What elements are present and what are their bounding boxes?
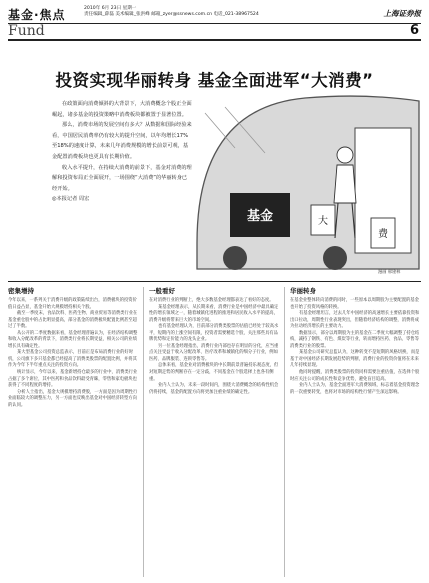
column-paragraph: 数据显示，部分以周期股为主的基金在二季度大幅调整了持仓结构，减持了钢铁、有色、煤炭等行业，转而增持医药、食品、零售等消费类行业的股票。 <box>290 330 420 349</box>
masthead-bar <box>8 6 421 24</box>
article-column-3 <box>290 287 421 577</box>
paper-name: 上海证券报 <box>383 9 421 18</box>
lead-text <box>52 99 192 205</box>
fund-bar <box>8 25 421 41</box>
fund-label: Fund <box>8 23 45 39</box>
bus-wheel-front <box>223 246 247 270</box>
column-paragraph: 从公开的二季度数据来看，基金经理普遍认为，在经济结构调整和收入分配改革的背景下，消费类行业将长期受益，相关公司的业绩增长具有确定性。 <box>8 330 138 349</box>
article-column-1 <box>8 287 139 577</box>
column-paragraph: 业内人士认为，未来一段时间内，围绕大消费概念的结构性机会仍将持续，基金的配置方向将更加注重业绩的确定性。 <box>149 383 279 395</box>
column-divider <box>284 287 285 577</box>
lead-author: ◎本报记者 周宏 <box>52 196 90 203</box>
column-paragraph: 某基金公司研究总监认为，这种转变不是短期的风格切换，而是基于对中国经济长期发展趋势的判断，消费行业的投资价值将在未来几年持续显现。 <box>290 350 420 369</box>
date-line: 2010年 6月 23日 星期一 <box>84 6 137 11</box>
column-divider <box>143 287 144 577</box>
masthead-info <box>84 6 274 17</box>
page-number: 6 <box>409 23 419 38</box>
column-paragraph: 统计显示，今年以来，基金新增持仓最多的行业中，消费类行业占据了多个席位，其中医药和食品饮料最受青睐，零售和家电板块也获得了不同程度的增持。 <box>8 370 138 389</box>
column-subheading: 华丽转身 <box>290 287 316 295</box>
lead-paragraph: 那么，消费市场的发展空间有多大？从数据和国际经验来看，中国居民消费率仍有较大的提升空间，以年均增长17%至18%的速度计算，未来几年消费规模的增长前景可观，基金配置消费板块也更具有长期价值。 <box>52 122 192 160</box>
column-paragraph: 业内人士认为，基金全面进军大消费领域，标志着基金投资理念的一次重要转变，也将对市场的结构性行情产生深远影响。 <box>290 383 420 395</box>
article-column-2 <box>149 287 280 577</box>
bag-sign-text: 费 <box>378 229 388 240</box>
lead-paragraph: 在政策面向消费倾斜的大背景下，大消费概念个股正全面崛起，诸多基金的投资策略中消费板块都被置于显著位置。 <box>52 101 192 118</box>
column-paragraph: 总体来看，基金业对消费板块的中长期前景普遍持乐观态度，但对短期走势的判断存在一定分歧，不同基金在个股选择上也各有侧重。 <box>149 363 279 382</box>
section-rule <box>8 281 421 282</box>
cartoon-illustration <box>195 93 421 271</box>
bus-sign-text: 基金 <box>246 209 274 224</box>
illustration-credit: 漫画 邢建林 <box>378 269 401 274</box>
editor-line: 责任编辑_薛磊 美术编辑_张洪峰 邮箱_zyer@ssnews.com.cn 电话_021-38967524 <box>84 11 259 17</box>
headline: 投资实现华丽转身 基金全面进军“大消费” <box>55 71 374 90</box>
page-header <box>0 0 429 42</box>
column-paragraph: 分析人士指出，基金大规模增持消费股，一方面是因为周期性行业面临较大的调整压力，另一方面也反映出基金对中国经济转型方向的认同。 <box>8 389 138 408</box>
column-subheading: 一般看好 <box>149 287 175 295</box>
column-paragraph: 某大型基金公司投资总监表示，目前正是布局消费行业的好时机，公司旗下多只基金都已经提高了消费类股票的配置比例，并将其作为今年下半年重点关注的投资方向。 <box>8 350 137 369</box>
column-intro: 在对消费行业的判断上，绝大多数基金经理都表达了看好的态度。 <box>149 298 274 303</box>
section-label: 基金·焦点 <box>8 8 66 22</box>
column-paragraph: 截至一季度末，食品饮料、医药生物、商业贸易等消费类行业在基金重仓股中的占比明显提高，部分基金的消费板块配置比例甚至超过了半数。 <box>8 311 138 330</box>
column-paragraph: 某基金经理表示，从长期来看，消费行业是中国经济中最具确定性的增长领域之一，随着城镇化进程的推进和居民收入水平的提高，消费升级将带来巨大的市场空间。 <box>149 304 279 323</box>
column-intro: 在基金业整体转向消费的同时，一些原本以周期股为主要配置的基金也开始了投资风格的转换。 <box>290 298 419 310</box>
figure-head <box>337 147 353 163</box>
column-subheading: 密集增持 <box>8 287 34 295</box>
column-intro: 今年以来，一系列关于消费升级的政策陆续出台，消费板块的投资价值日益凸显，基金开始大规模增持相关个股。 <box>8 298 137 310</box>
column-paragraph: 有基金经理坦言，过去几年中国经济的高速增长主要依靠投资和出口拉动，周期性行业表现突出，但随着经济结构的调整，消费将成为拉动经济增长的主要动力。 <box>290 311 420 330</box>
lead-paragraph: 收入水平提升，在持续大消费的前景下，基金对消费的理解和投资布局正全面展开，一场围绕“大消费”的华丽转身已经开始。 <box>52 164 192 192</box>
bus-wheel-back <box>323 246 347 270</box>
column-paragraph: 他同时提醒，消费类股票的投资同样需要注重估值，在选择个股时应关注公司的成长性和竞争优势，避免盲目追高。 <box>290 370 420 382</box>
figure-body <box>334 165 356 203</box>
column-paragraph: 也有基金经理认为，目前部分消费类股票的估值已经处于较高水平，短期内的上涨空间有限，投资者需要精选个股，关注那些具有品牌优势和定价能力的龙头企业。 <box>149 324 279 343</box>
box-sign-text: 大 <box>318 216 328 227</box>
column-paragraph: 另一位基金经理指出，消费行业内部也存在明显的分化，应当重点关注受益于收入分配改革、医疗改革和城镇化的细分子行业，例如医药、品牌服装、连锁零售等。 <box>149 343 279 362</box>
